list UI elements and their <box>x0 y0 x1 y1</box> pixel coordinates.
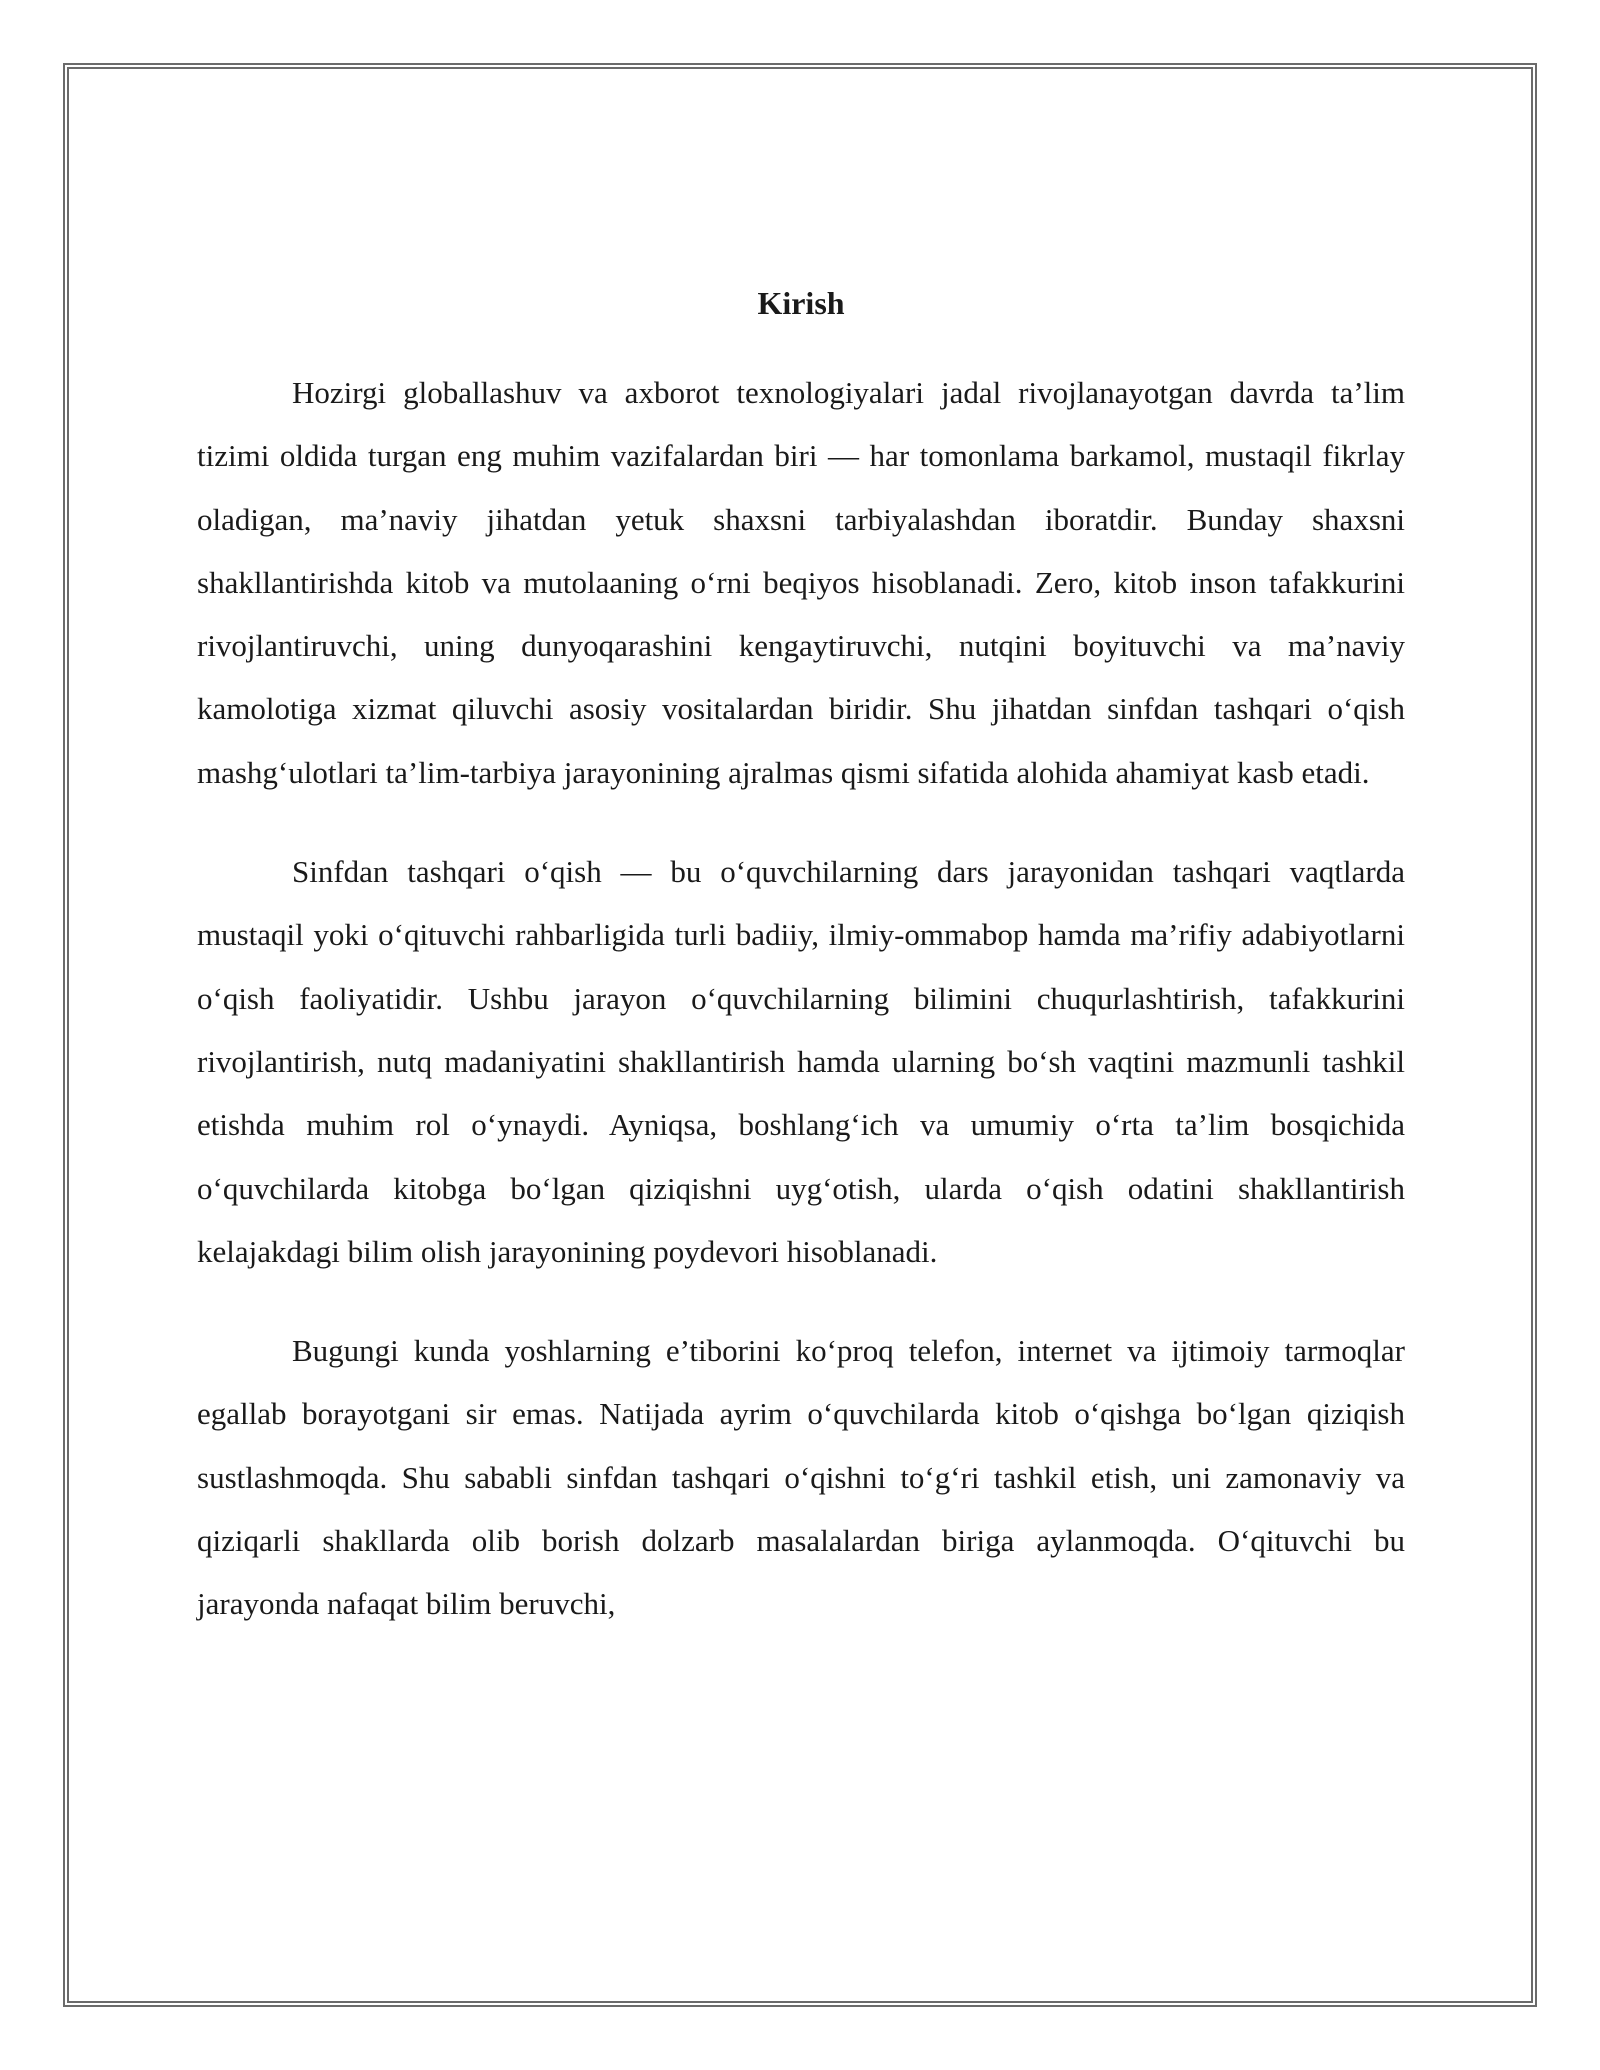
document-title: Kirish <box>757 285 845 321</box>
paragraph-2: Sinfdan tashqari o‘qish — bu o‘quvchilarning dars jarayonidan tashqari vaqtlarda mustaqil yoki o‘qituvchi rahbarligida turli badiiy, ilmiy-ommabop hamda ma’rifiy adabiyotlarni o‘qish faoliyatidir. Ushbu jarayon o‘quvchilarning bilimini chuqurlashtirish, tafakkurini rivojlantirish, nutq madaniyatini shakllantirish hamda ularning bo‘sh vaqtini mazmunli tashkil etishda muhim rol o‘ynaydi. Ayniqsa, boshlang‘ich va umumiy o‘rta ta’lim bosqichida o‘quvchilarda kitobga bo‘lgan qiziqishni uyg‘otish, ularda o‘qish odatini shakllantirish kelajakdagi bilim olish jarayonining poydevori hisoblanadi. <box>197 854 1405 1269</box>
document-body <box>197 283 1405 1672</box>
paragraph-3: Bugungi kunda yoshlarning e’tiborini ko‘proq telefon, internet va ijtimoiy tarmoqlar egallab borayotgani sir emas. Natijada ayrim o‘quvchilarda kitob o‘qishga bo‘lgan qiziqish sustlashmoqda. Shu sababli sinfdan tashqari o‘qishni to‘g‘ri tashkil etish, uni zamonaviy va qiziqarli shakllarda olib borish dolzarb masalalardan biriga aylanmoqda. O‘qituvchi bu jarayonda nafaqat bilim beruvchi, <box>197 1333 1405 1622</box>
paragraph-1: Hozirgi globallashuv va axborot texnologiyalari jadal rivojlanayotgan davrda ta’lim tizimi oldida turgan eng muhim vazifalardan biri — har tomonlama barkamol, mustaqil fikrlay oladigan, ma’naviy jihatdan yetuk shaxsni tarbiyalashdan iboratdir. Bunday shaxsni shakllantirishda kitob va mutolaaning o‘rni beqiyos hisoblanadi. Zero, kitob inson tafakkurini rivojlantiruvchi, uning dunyoqarashini kengaytiruvchi, nutqini boyituvchi va ma’naviy kamolotiga xizmat qiluvchi asosiy vositalardan biridir. Shu jihatdan sinfdan tashqari o‘qish mashg‘ulotlari ta’lim-tarbiya jarayonining ajralmas qismi sifatida alohida ahamiyat kasb etadi. <box>197 375 1405 790</box>
